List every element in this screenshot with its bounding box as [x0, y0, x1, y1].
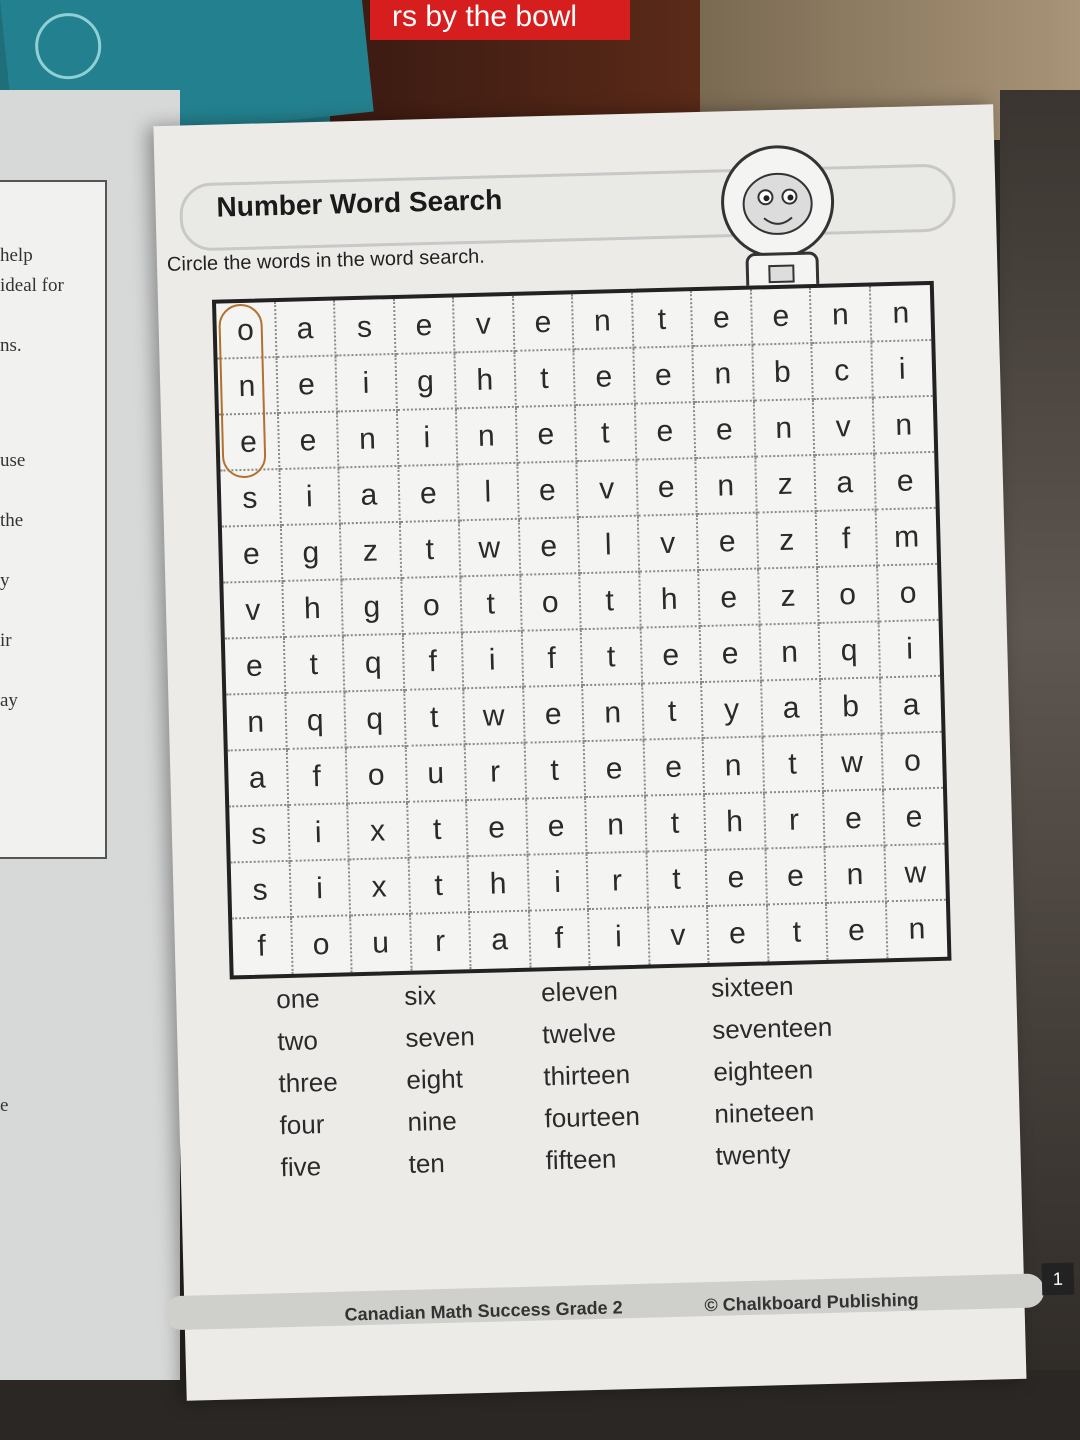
grid-letter: e — [698, 514, 759, 572]
grid-letter: u — [406, 745, 467, 803]
grid-letter: e — [707, 849, 768, 907]
grid-letter: i — [589, 909, 650, 967]
grid-letter: r — [466, 744, 527, 802]
grid-letter: o — [347, 747, 408, 805]
grid-letter: n — [586, 797, 647, 855]
grid-letter: u — [351, 915, 412, 973]
grid-letter: t — [408, 801, 469, 859]
grid-letter: h — [469, 856, 530, 914]
grid-letter: b — [821, 678, 882, 736]
grid-letter: f — [522, 630, 583, 688]
word-list-column — [711, 964, 836, 1177]
page-title: Number Word Search — [216, 184, 503, 223]
grid-letter: n — [338, 411, 399, 469]
grid-letter: r — [588, 853, 649, 911]
grid-letter: e — [394, 297, 455, 355]
grid-letter: w — [823, 734, 884, 792]
grid-letter: n — [583, 685, 644, 743]
grid-letter: h — [283, 580, 344, 638]
word-list-item: two — [276, 1025, 319, 1057]
left-page-text-fragment: ay — [0, 690, 18, 711]
grid-letter: t — [400, 521, 461, 579]
grid-letter: e — [634, 347, 695, 405]
grid-letter: a — [276, 301, 337, 359]
grid-letter: t — [646, 795, 707, 853]
grid-letter: t — [525, 742, 586, 800]
word-list-item: eighteen — [712, 1054, 814, 1087]
grid-letter: n — [226, 694, 287, 752]
grid-letter: t — [405, 689, 466, 747]
grid-letter: o — [216, 302, 277, 360]
word-list-item: seventeen — [711, 1011, 833, 1045]
grid-letter: q — [286, 692, 347, 750]
grid-letter: e — [527, 798, 588, 856]
word-list-item: fifteen — [545, 1143, 617, 1176]
word-list-item: one — [275, 983, 321, 1015]
grid-letter: e — [699, 570, 760, 628]
word-list-column — [404, 973, 479, 1185]
grid-letter: a — [762, 680, 823, 738]
grid-letter: t — [576, 405, 637, 463]
grid-letter: n — [696, 458, 757, 516]
grid-letter: t — [409, 857, 470, 915]
grid-letter: t — [582, 629, 643, 687]
grid-letter: e — [875, 453, 936, 511]
left-page-text-fragment: ns. — [0, 335, 22, 356]
grid-letter: f — [403, 633, 464, 691]
word-search-grid — [212, 281, 952, 980]
footer-publisher: © Chalkboard Publishing — [704, 1289, 919, 1316]
grid-letter: n — [457, 408, 518, 466]
word-list-item: twelve — [541, 1017, 617, 1050]
grid-letter: t — [284, 636, 345, 694]
grid-letter: q — [820, 622, 881, 680]
grid-letter: t — [767, 904, 828, 962]
grid-letter: g — [281, 524, 342, 582]
grid-letter: o — [878, 565, 939, 623]
grid-letter: t — [515, 350, 576, 408]
grid-letter: x — [350, 859, 411, 917]
word-list-item: thirteen — [543, 1059, 631, 1092]
word-list-item: five — [280, 1151, 322, 1183]
grid-letter: t — [643, 683, 704, 741]
word-list-item: three — [278, 1066, 339, 1099]
grid-letter: t — [763, 736, 824, 794]
worksheet-page — [153, 104, 1064, 1401]
grid-letter: z — [756, 456, 817, 514]
grid-letter: e — [692, 290, 753, 348]
grid-letter: z — [341, 523, 402, 581]
left-page-text-fragment: y — [0, 570, 10, 591]
grid-letter: e — [695, 402, 756, 460]
grid-letter: i — [336, 355, 397, 413]
grid-letter: a — [815, 454, 876, 512]
grid-letter: h — [640, 571, 701, 629]
grid-letter: a — [470, 912, 531, 970]
grid-letter: s — [229, 806, 290, 864]
grid-letter: h — [705, 793, 766, 851]
grid-letter: n — [754, 400, 815, 458]
grid-letter: h — [455, 352, 516, 410]
grid-letter: v — [223, 582, 284, 640]
word-list-item: twenty — [715, 1138, 792, 1171]
grid-letter: f — [817, 510, 878, 568]
left-page-text-fragment: e — [0, 1095, 9, 1116]
grid-letter: n — [760, 624, 821, 682]
grid-letter: e — [637, 459, 698, 517]
grid-letter: e — [766, 848, 827, 906]
grid-letter: i — [872, 341, 933, 399]
grid-letter: i — [879, 621, 940, 679]
grid-letter: e — [225, 638, 286, 696]
grid-letter: f — [287, 748, 348, 806]
grid-letter: a — [228, 750, 289, 808]
grid-letter: n — [704, 737, 765, 795]
grid-letter: i — [463, 632, 524, 690]
word-list-item: eight — [406, 1063, 464, 1095]
grid-letter: y — [702, 681, 763, 739]
grid-letter: a — [881, 677, 942, 735]
grid-letter: o — [292, 916, 353, 974]
grid-letter: e — [644, 739, 705, 797]
grid-letter: s — [220, 470, 281, 528]
grid-letter: e — [516, 406, 577, 464]
grid-letter: o — [818, 566, 879, 624]
grid-letter: e — [635, 403, 696, 461]
word-list-item: six — [403, 980, 437, 1011]
grid-letter: r — [765, 792, 826, 850]
grid-letter: n — [811, 287, 872, 345]
grid-letter: r — [411, 913, 472, 971]
left-page-text-fragment: help — [0, 245, 33, 266]
grid-letter: f — [530, 910, 591, 968]
grid-letter: q — [344, 635, 405, 693]
grid-letter: e — [277, 356, 338, 414]
astronaut-mascot-illustration — [714, 140, 858, 304]
grid-letter: l — [458, 464, 519, 522]
grid-letter: e — [827, 902, 888, 960]
grid-letter: v — [577, 461, 638, 519]
grid-letter: t — [647, 851, 708, 909]
page-number: 1 — [1041, 1263, 1074, 1296]
grid-letter: w — [885, 845, 946, 903]
grid-letter: e — [518, 462, 579, 520]
grid-letter: v — [814, 398, 875, 456]
grid-letter: v — [454, 296, 515, 354]
grid-letter: e — [467, 800, 528, 858]
grid-letter: n — [873, 397, 934, 455]
grid-letter: x — [348, 803, 409, 861]
left-page-text-fragment: ir — [0, 630, 12, 651]
grid-letter: v — [638, 515, 699, 573]
grid-letter: l — [579, 517, 640, 575]
grid-letter: n — [908, 912, 926, 946]
grid-letter: s — [231, 862, 292, 920]
grid-letter: e — [519, 518, 580, 576]
word-list-item: ten — [408, 1147, 446, 1179]
word-list-item: seven — [404, 1021, 476, 1053]
grid-letter: i — [290, 860, 351, 918]
word-list-item: nineteen — [714, 1096, 815, 1129]
grid-letter: e — [701, 626, 762, 684]
instruction-text: Circle the words in the word search. — [166, 245, 486, 276]
grid-letter: e — [708, 905, 769, 963]
grid-letter: g — [396, 353, 457, 411]
grid-letter: q — [345, 691, 406, 749]
background-book-label: rs by the bowl — [370, 0, 630, 40]
grid-letter: t — [580, 573, 641, 631]
word-list-item: nine — [407, 1105, 458, 1137]
grid-letter: b — [753, 344, 814, 402]
grid-letter: e — [824, 790, 885, 848]
grid-letter: e — [399, 465, 460, 523]
grid-letter: i — [528, 854, 589, 912]
grid-letter: e — [219, 414, 280, 472]
grid-letter: e — [574, 349, 635, 407]
grid-letter: e — [884, 789, 945, 847]
grid-letter: o — [882, 733, 943, 791]
grid-letter: c — [812, 342, 873, 400]
word-list-item: four — [279, 1109, 325, 1141]
grid-letter: n — [693, 346, 754, 404]
word-list-item: fourteen — [544, 1100, 641, 1134]
grid-letter: i — [289, 804, 350, 862]
left-page-text-fragment: ideal for — [0, 275, 64, 296]
grid-letter: f — [232, 918, 293, 976]
grid-letter: i — [280, 468, 341, 526]
word-list-item: sixteen — [710, 970, 794, 1003]
grid-letter: n — [573, 293, 634, 351]
footer-book-title: Canadian Math Success Grade 2 — [344, 1297, 623, 1325]
grid-letter: e — [524, 686, 585, 744]
grid-letter: e — [222, 526, 283, 584]
grid-letter: w — [460, 520, 521, 578]
grid-letter: e — [513, 294, 574, 352]
grid-letter: e — [641, 627, 702, 685]
grid-letter: z — [759, 568, 820, 626]
grid-letter: o — [521, 574, 582, 632]
grid-letter: n — [826, 846, 887, 904]
word-list-column — [541, 969, 642, 1181]
grid-letter: e — [585, 741, 646, 799]
grid-letter: z — [757, 512, 818, 570]
grid-letter: n — [870, 285, 931, 343]
grid-letter: w — [464, 688, 525, 746]
grid-letter: g — [342, 579, 403, 637]
grid-letter: n — [218, 358, 279, 416]
left-page-text-fragment: use — [0, 450, 26, 471]
left-page-text-fragment: the — [0, 510, 24, 531]
grid-letter: e — [278, 412, 339, 470]
grid-letter: m — [876, 509, 937, 567]
pencil-circle-mark — [218, 303, 267, 478]
word-list-column — [276, 977, 341, 1188]
word-list-item: eleven — [540, 975, 619, 1008]
grid-letter: e — [751, 288, 812, 346]
grid-letter: s — [335, 299, 396, 357]
grid-letter: v — [649, 907, 710, 965]
grid-letter: a — [339, 467, 400, 525]
grid-letter: t — [632, 291, 693, 349]
grid-letter: o — [402, 577, 463, 635]
grid-letter: t — [461, 576, 522, 634]
grid-letter: i — [397, 409, 458, 467]
